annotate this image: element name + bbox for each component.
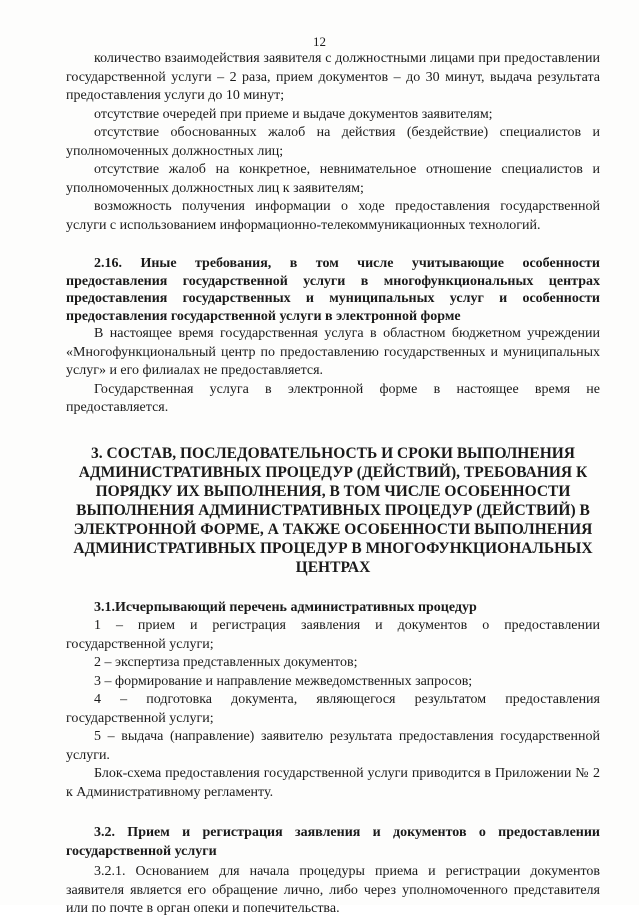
procedure-item-3: 3 – формирование и направление межведомственных запросов; [94,673,473,689]
section-3-2-1-paragraph: 3.2.1. Основанием для начала процедуры приема и регистрации документов заявителя является его обращение лично, либо через уполномоченного представителя или по почте в орган опеки и попечительства. [66,864,600,916]
paragraph-info-availability: возможность получения информации о ходе предоставления государственной услуги с использованием информационно-телекоммуникационных технологий. [66,199,600,233]
chapter-3-heading: 3. СОСТАВ, ПОСЛЕДОВАТЕЛЬНОСТЬ И СРОКИ ВЫПОЛНЕНИЯ АДМИНИСТРАТИВНЫХ ПРОЦЕДУР (ДЕЙСТВИЙ), ТРЕБОВАНИЯ К ПОРЯДКУ ИХ ВЫПОЛНЕНИЯ, В ТОМ ЧИСЛЕ ОСОБЕННОСТИ ВЫПОЛНЕНИЯ АДМИНИСТРАТИВНЫХ ПРОЦЕДУР (ДЕЙСТВИЙ) В ЭЛЕКТРОННОЙ ФОРМЕ, А ТАКЖЕ ОСОБЕННОСТИ ВЫПОЛНЕНИЯ АДМИНИСТРАТИВНЫХ ПРОЦЕДУР В МНОГОФУНКЦИОНАЛЬНЫХ ЦЕНТРАХ [73,444,593,576]
paragraph-interaction-count: количество взаимодействия заявителя с должностными лицами при предоставлении государственной услуги – 2 раза, прием документов – до 30 минут, выдача результата предоставления услуги до 10 минут; [66,51,600,103]
procedure-item-5: 5 – выдача (направление) заявителю результата предоставления государственной услуги. [66,729,600,763]
procedure-item-1: 1 – прием и регистрация заявления и документов о предоставлении государственной услуги; [66,618,600,652]
section-3-2-heading: 3.2. Прием и регистрация заявления и документов о предоставлении государственной услуги [66,825,600,859]
paragraph-no-inattention-complaints: отсутствие жалоб на конкретное, невнимательное отношение специалистов и уполномоченных должностных лиц к заявителям; [66,162,600,196]
section-2-16-heading: 2.16. Иные требования, в том числе учитывающие особенности предоставления государственной услуги в многофункциональных центрах предоставления государственных и муниципальных услуг и особенности предоставления государственной услуги в электронной форме [66,256,600,324]
section-2-16-paragraph-mfc: В настоящее время государственная услуга в областном бюджетном учреждении «Многофункциональный центр по предоставлению государственных и муниципальных услуг» и его филиалах не предоставляется. [66,326,600,378]
page-content [66,50,600,919]
paragraph-no-justified-complaints: отсутствие обоснованных жалоб на действия (бездействие) специалистов и уполномоченных должностных лиц; [66,125,600,159]
section-2-16-paragraph-electronic: Государственная услуга в электронной форме в настоящее время не предоставляется. [66,381,600,415]
page-number: 12 [313,34,326,49]
paragraph-no-queues: отсутствие очередей при приеме и выдаче документов заявителям; [94,106,493,122]
flowchart-reference: Блок-схема предоставления государственной услуги приводится в Приложении № 2 к Административному регламенту. [66,766,600,800]
section-3-1-heading: 3.1.Исчерпывающий перечень административных процедур [94,599,477,615]
procedure-item-2: 2 – экспертиза представленных документов; [94,655,358,670]
procedure-item-4: 4 – подготовка документа, являющегося результатом предоставления государственной услуги; [66,692,600,726]
